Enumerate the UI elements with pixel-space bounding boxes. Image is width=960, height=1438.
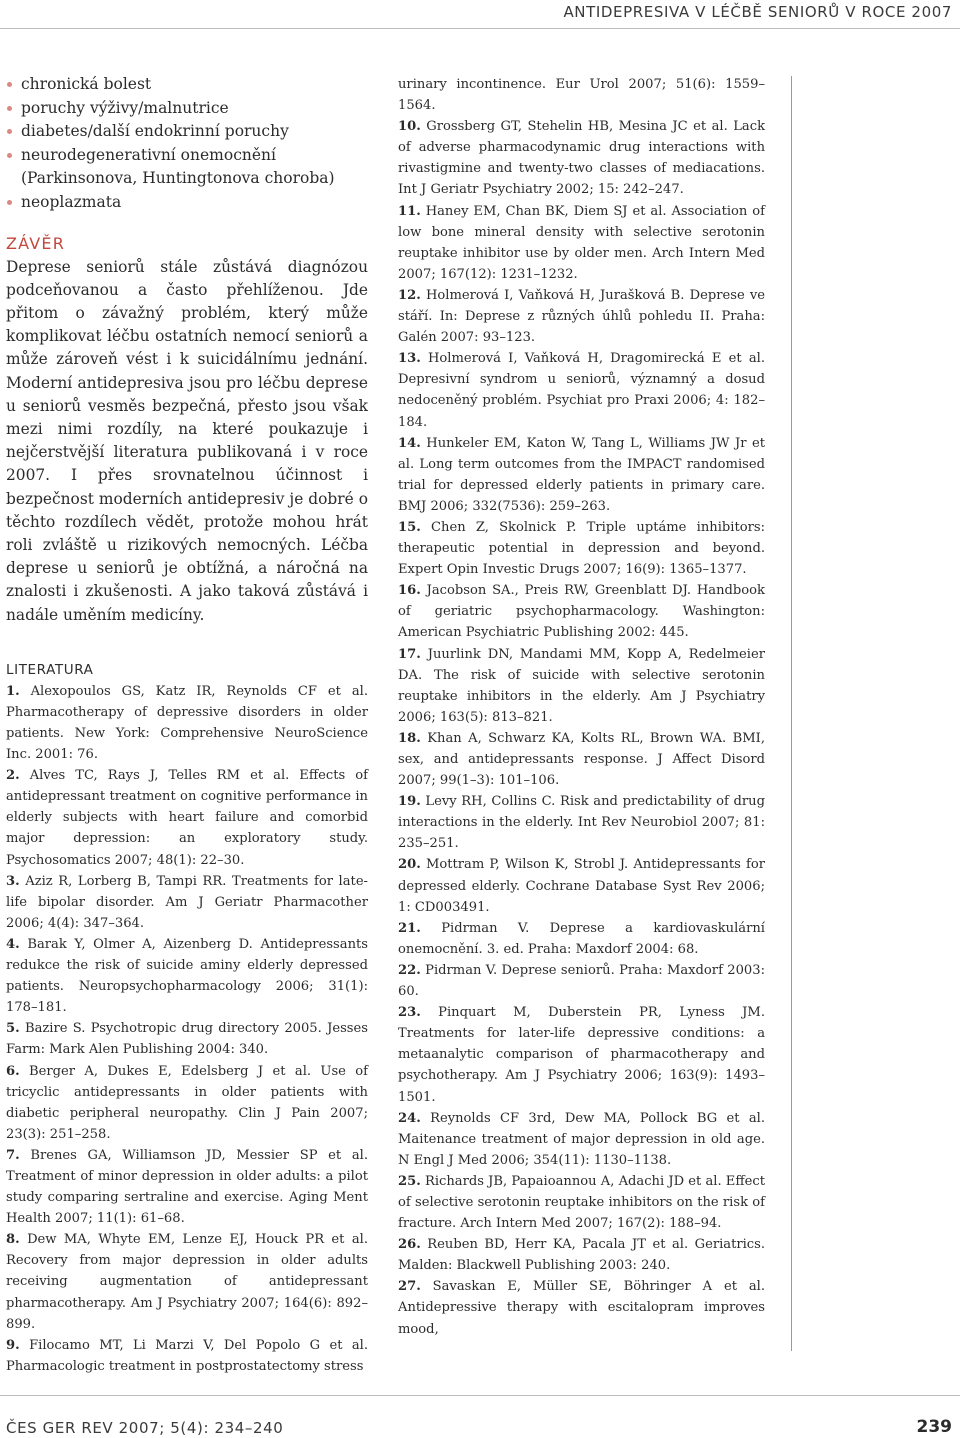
reference-text: Holmerová I, Vaňková H, Jurašková B. Deprese ve stáří. In: Deprese z různých úhlů pohledu II. Praha: Galén 2007: 93–123. xyxy=(398,287,765,346)
reference-list-right xyxy=(398,74,765,1340)
reference-number: 20. xyxy=(398,857,421,873)
list-item: neoplazmata xyxy=(6,191,368,215)
reference-number: 26. xyxy=(398,1237,421,1253)
reference-item xyxy=(6,1335,368,1377)
reference-number: 27. xyxy=(398,1279,421,1295)
reference-text: Savaskan E, Müller SE, Böhringer A et al. Antidepressive therapy with escitalopram improves mood, xyxy=(398,1279,765,1337)
reference-text: Mottram P, Wilson K, Strobl J. Antidepressants for depressed elderly. Cochrane Database Syst Rev 2006; 1: CD003491. xyxy=(398,857,765,915)
reference-item xyxy=(398,433,765,517)
list-item: neurodegenerativní onemocnění (Parkinsonova, Huntingtonova choroba) xyxy=(6,144,368,191)
list-item: chronická bolest xyxy=(6,73,368,97)
journal-citation: ČES GER REV 2007; 5(4): 234–240 xyxy=(6,1419,284,1437)
reference-list-left xyxy=(6,681,368,1377)
reference-item xyxy=(398,1002,765,1107)
reference-text: Chen Z, Skolnick P. Triple uptáme inhibitors: therapeutic potential in depression and beyond. Expert Opin Investic Drugs 2007; 16(9): 1365–1377. xyxy=(398,519,765,578)
bullet-icon xyxy=(7,200,12,205)
running-title: ANTIDEPRESIVA V LÉČBĚ SENIORŮ V ROCE 2007 xyxy=(563,3,952,21)
reference-item xyxy=(398,201,765,285)
reference-text: Alves TC, Rays J, Telles RM et al. Effects of antidepressant treatment on cognitive performance in elderly subjects with heart failure and comorbid major depression: an exploratory study. Psychosomatics 2007; 48(1): 22–30. xyxy=(6,768,368,868)
reference-text: Jacobson SA., Preis RW, Greenblatt DJ. Handbook of geriatric psychopharmacology. Washington: American Psychiatric Publishing 2002: 445. xyxy=(398,583,765,641)
conclusion-heading: ZÁVĚR xyxy=(6,233,66,253)
reference-number: 23. xyxy=(398,1005,421,1021)
conclusion-text: Deprese seniorů stále zůstává diagnózou podceňovanou a často přehlíženou. Jde přitom o závažný problém, který může komplikovat léčbu ostatních nemocí seniorů a může zároveň vést i k suicidálnímu jednání. Moderní antidepresiva jsou pro léčbu deprese u seniorů vesměs bezpečná, přesto jsou však mezi nimi rozdíly, na které poukazuje i nejčerstvější literatura publikovaná i v roce 2007. I přes srovnatelnou účinnost i bezpečnost moderních antidepresiv je dobré o těchto rozdílech vědět, protože mohou hrát roli zvláště u rizikových nemocných. Léčba deprese u seniorů je obtížná, a náročná na znalosti i zkušenosti. A jako taková zůstává i nadále uměním medicíny. xyxy=(6,257,368,624)
list-item: poruchy výživy/malnutrice xyxy=(6,97,368,121)
reference-item xyxy=(398,1234,765,1276)
list-item: diabetes/další endokrinní poruchy xyxy=(6,120,368,144)
reference-text: Brenes GA, Williamson JD, Messier SP et al. Treatment of minor depression in older adults: a pilot study comparing sertraline and exercise. Aging Ment Health 2007; 11(1): 61–68. xyxy=(6,1147,368,1227)
reference-text: Grossberg GT, Stehelin HB, Mesina JC et al. Lack of adverse pharmacodynamic drug interactions with rivastigmine and twenty-two classes of mediacations. Int J Geriatr Psychiatry 2002; 15: 242–247. xyxy=(398,119,765,198)
reference-item xyxy=(6,1145,368,1229)
page-number: 239 xyxy=(916,1417,952,1437)
reference-text: Haney EM, Chan BK, Diem SJ et al. Association of low bone mineral density with selective serotonin reuptake inhibitor use by older men. Arch Intern Med 2007; 167(12): 1231–1232. xyxy=(398,203,765,282)
reference-item xyxy=(398,854,765,917)
reference-text: Pidrman V. Deprese seniorů. Praha: Maxdorf 2003: 60. xyxy=(398,962,765,1000)
reference-number: 11. xyxy=(398,203,421,219)
reference-number: 25. xyxy=(398,1173,421,1189)
reference-number: 9. xyxy=(6,1337,20,1353)
reference-item xyxy=(398,580,765,643)
bullet-icon xyxy=(7,129,12,134)
reference-text: Aziz R, Lorberg B, Tampi RR. Treatments for late-life bipolar disorder. Am J Geriatr Pharmacother 2006; 4(4): 347–364. xyxy=(6,873,368,931)
reference-number: 1. xyxy=(6,683,20,699)
running-header xyxy=(0,0,960,28)
reference-text: Hunkeler EM, Katon W, Tang L, Williams JW Jr et al. Long term outcomes from the IMPACT randomised trial for depressed elderly patients in primary care. BMJ 2006; 332(7536): 259–263. xyxy=(398,435,765,514)
reference-item xyxy=(398,1276,765,1339)
reference-text: Levy RH, Collins C. Risk and predictability of drug interactions in the elderly. Int Rev Neurobiol 2007; 81: 235–251. xyxy=(398,794,765,852)
reference-text: Pidrman V. Deprese a kardiovaskulární onemocnění. 3. ed. Praha: Maxdorf 2004: 68. xyxy=(398,920,765,957)
header-rule xyxy=(0,28,960,29)
reference-number: 3. xyxy=(6,873,20,889)
reference-number: 17. xyxy=(398,646,421,662)
reference-item xyxy=(6,1061,368,1145)
reference-text: Berger A, Dukes E, Edelsberg J et al. Use of tricyclic antidepressants in older patients with diabetic peripheral neuropathy. Clin J Pain 2007; 23(3): 251–258. xyxy=(6,1063,368,1142)
reference-number: 8. xyxy=(6,1232,20,1248)
reference-number: 6. xyxy=(6,1063,20,1079)
reference-number: 12. xyxy=(398,287,421,303)
reference-text: Pinquart M, Duberstein PR, Lyness JM. Treatments for later-life depressive conditions: a metaanalytic comparison of pharmacotherapy and psychotherapy. Am J Psychiatry 2006; 163(9): 1493–1501. xyxy=(398,1005,765,1105)
reference-item xyxy=(6,871,368,934)
reference-item xyxy=(398,791,765,854)
reference-number: 18. xyxy=(398,730,421,746)
reference-number: 19. xyxy=(398,794,421,810)
right-column xyxy=(398,74,765,1340)
reference-text: Reuben BD, Herr KA, Pacala JT et al. Geriatrics. Malden: Blackwell Publishing 2003: 240. xyxy=(398,1237,766,1274)
column-divider xyxy=(791,76,792,1351)
reference-text: Richards JB, Papaioannou A, Adachi JD et al. Effect of selective serotonin reuptake inhibitors on the risk of fracture. Arch Intern Med 2007; 167(2): 188–94. xyxy=(398,1173,765,1232)
reference-number: 16. xyxy=(398,583,421,599)
reference-text: Holmerová I, Vaňková H, Dragomirecká E et al. Depresivní syndrom u seniorů, významný a dosud nedoceněný problém. Psychiat pro Praxi 2006; 4: 182–184. xyxy=(398,351,765,430)
reference-text: Juurlink DN, Mandami MM, Kopp A, Redelmeier DA. The risk of suicide with selective serotonin reuptake inhibitors in the elderly. Am J Psychiatry 2006; 163(5): 813–821. xyxy=(398,646,765,725)
left-column xyxy=(6,73,368,1377)
reference-text: urinary incontinence. Eur Urol 2007; 51(6): 1559–1564. xyxy=(398,77,765,114)
reference-item xyxy=(398,1108,765,1171)
reference-number: 15. xyxy=(398,519,421,535)
reference-item xyxy=(398,285,765,348)
reference-number: 7. xyxy=(6,1147,20,1163)
reference-text: Filocamo MT, Li Marzi V, Del Popolo G et al. Pharmacologic treatment in postprostatectomy stress xyxy=(6,1337,368,1374)
reference-text: Alexopoulos GS, Katz IR, Reynolds CF et al. Pharmacotherapy of depressive disorders in older patients. New York: Comprehensive NeuroScience Inc. 2001: 76. xyxy=(6,683,368,763)
reference-item xyxy=(398,74,765,116)
reference-number: 14. xyxy=(398,435,421,451)
reference-number: 21. xyxy=(398,920,421,936)
reference-text: Reynolds CF 3rd, Dew MA, Pollock BG et al. Maitenance treatment of major depression in old age. N Engl J Med 2006; 354(11): 1130–1138. xyxy=(398,1110,765,1168)
reference-item xyxy=(398,517,765,580)
reference-item xyxy=(398,960,765,1002)
references-heading: LITERATURA xyxy=(6,661,94,678)
reference-text: Khan A, Schwarz KA, Kolts RL, Brown WA. BMI, sex, and antidepressants response. J Affect Disord 2007; 99(1–3): 101–106. xyxy=(398,730,765,789)
reference-number: 22. xyxy=(398,962,421,978)
reference-item xyxy=(6,681,368,765)
reference-number: 10. xyxy=(398,119,421,135)
reference-item xyxy=(398,1171,765,1234)
reference-item xyxy=(398,116,765,200)
reference-item xyxy=(398,728,765,791)
reference-text: Barak Y, Olmer A, Aizenberg D. Antidepressants redukce the risk of suicide aminy elderly depressed patients. Neuropsychopharmacology 2006; 31(1): 178–181. xyxy=(6,936,368,1016)
reference-number: 24. xyxy=(398,1110,421,1126)
reference-item xyxy=(398,644,765,728)
reference-number: 4. xyxy=(6,936,20,952)
reference-number: 5. xyxy=(6,1021,20,1037)
bullet-icon xyxy=(7,153,12,158)
reference-text: Dew MA, Whyte EM, Lenze EJ, Houck PR et al. Recovery from major depression in older adults receiving augmentation of antidepressant pharmacotherapy. Am J Psychiatry 2007; 164(6): 892–899. xyxy=(6,1232,368,1332)
bullet-list xyxy=(6,73,368,215)
reference-item xyxy=(398,918,765,960)
reference-text: Bazire S. Psychotropic drug directory 2005. Jesses Farm: Mark Alen Publishing 2004: 340. xyxy=(6,1021,368,1058)
reference-number: 13. xyxy=(398,351,421,367)
reference-item xyxy=(6,934,368,1018)
reference-item xyxy=(6,1229,368,1334)
reference-item xyxy=(398,348,765,432)
footer-rule xyxy=(0,1395,960,1396)
reference-item xyxy=(6,1018,368,1060)
reference-number: 2. xyxy=(6,768,20,784)
bullet-icon xyxy=(7,106,12,111)
reference-item xyxy=(6,765,368,870)
bullet-icon xyxy=(7,82,12,87)
